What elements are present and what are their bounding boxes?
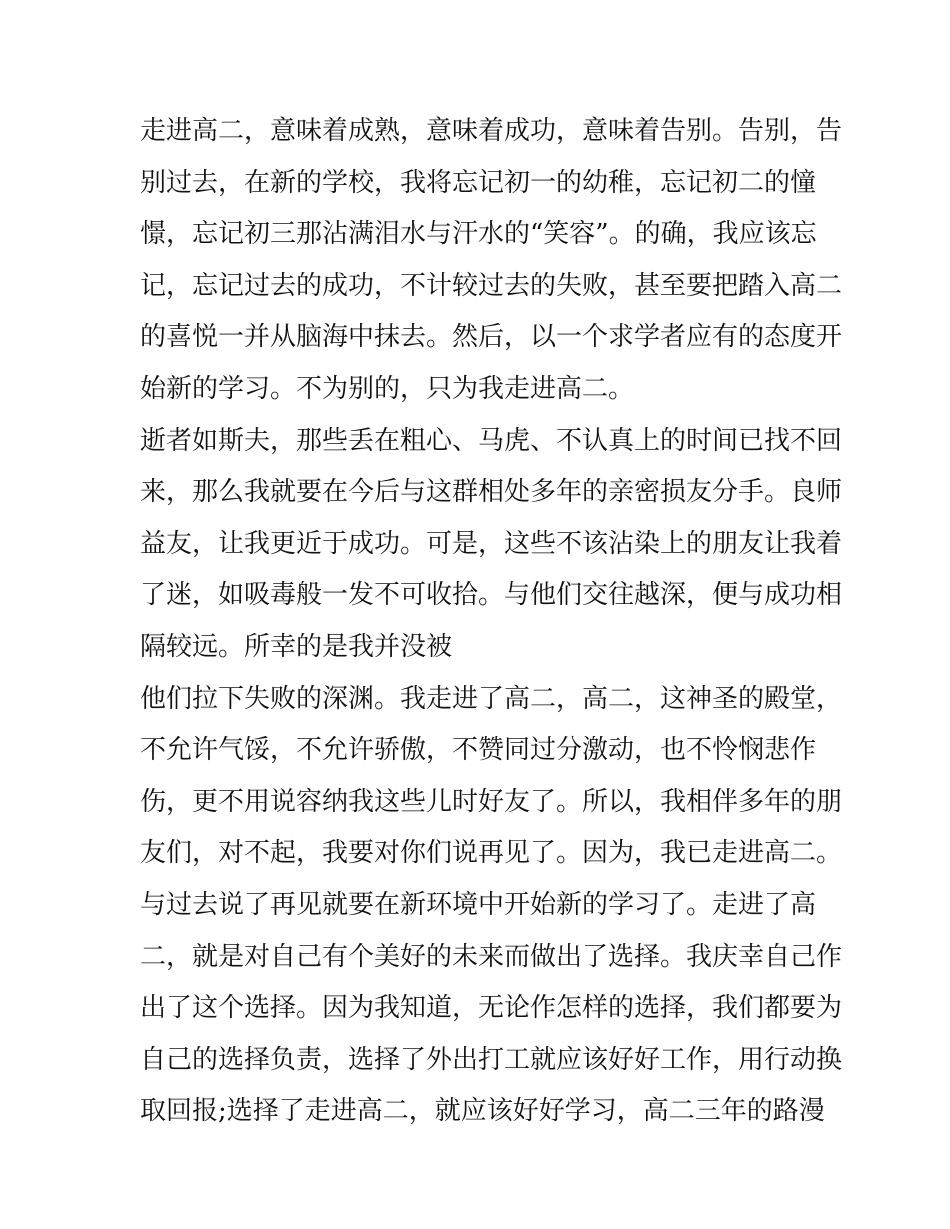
text-line: 来，那么我就要在今后与这群相处多年的亲密损友分手。良师: [140, 477, 843, 508]
text-line: 取回报;选择了走进高二，就应该好好学习，高二三年的路漫: [140, 1096, 825, 1127]
essay-body: [140, 106, 843, 1138]
text-line: 他们拉下失败的深渊。我走进了高二，高二，这神圣的殿堂，: [140, 683, 843, 714]
text-line: 与过去说了再见就要在新环境中开始新的学习了。走进了高: [140, 889, 817, 920]
text-line: 始新的学习。不为别的，只为我走进高二。: [140, 373, 635, 404]
text-line: 别过去，在新的学校，我将忘记初一的幼稚，忘记初二的憧: [140, 167, 817, 198]
text-line: 了迷，如吸毒般一发不可收拾。与他们交往越深，便与成功相: [140, 580, 843, 611]
text-line: 走进高二，意味着成熟，意味着成功，意味着告别。告别，告: [140, 116, 843, 146]
text-line: 逝者如斯夫，那些丢在粗心、马虎、不认真上的时间已找不回: [140, 425, 843, 456]
text-line: 伤，更不用说容纳我这些儿时好友了。所以，我相伴多年的朋: [140, 786, 843, 817]
text-line: 友们，对不起，我要对你们说再见了。因为，我已走进高二。: [140, 838, 843, 869]
text-line: 憬，忘记初三那沾满泪水与汗水的“笑容”。的确，我应该忘: [140, 219, 817, 250]
text-line: 的喜悦一并从脑海中抹去。然后，以一个求学者应有的态度开: [140, 322, 843, 353]
text-line: 记，忘记过去的成功，不计较过去的失败，甚至要把踏入高二: [140, 270, 843, 301]
text-line: 隔较远。所幸的是我并没被: [140, 631, 453, 662]
text-line: 不允许气馁，不允许骄傲，不赞同过分激动，也不怜悯悲作: [140, 735, 817, 766]
text-line: 出了这个选择。因为我知道，无论作怎样的选择，我们都要为: [140, 993, 843, 1024]
text-line: 益友，让我更近于成功。可是，这些不该沾染上的朋友让我着: [140, 528, 843, 559]
text-line: 二，就是对自己有个美好的未来而做出了选择。我庆幸自己作: [140, 941, 843, 972]
text-line: 自己的选择负责，选择了外出打工就应该好好工作，用行动换: [140, 1044, 843, 1075]
